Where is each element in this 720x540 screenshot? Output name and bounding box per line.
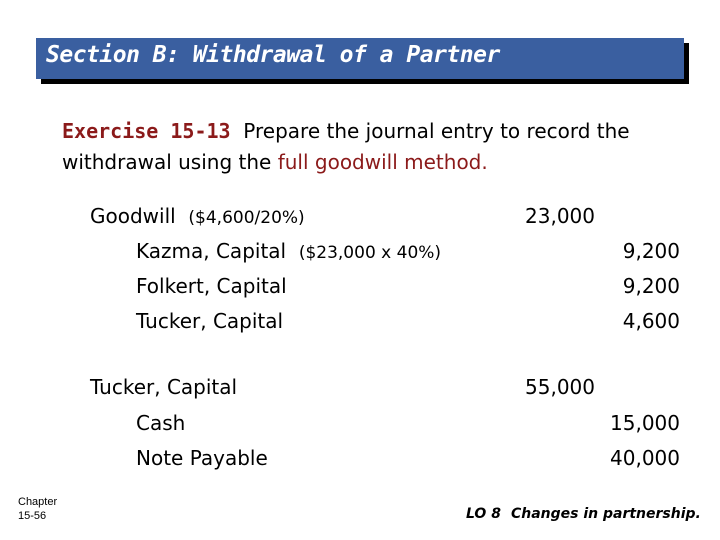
account-name: Kazma, Capital (136, 239, 287, 263)
exercise-highlight: full goodwill method. (277, 150, 488, 174)
chapter-label (18, 495, 57, 523)
account-note: ($23,000 x 40%) (298, 243, 442, 263)
exercise-instruction: Prepare the journal entry to record the withdrawal using the (62, 119, 630, 174)
footer-caption (466, 506, 701, 522)
account-name: Cash (136, 411, 186, 435)
credit-amount: 40,000 (610, 446, 680, 470)
exercise-label: Exercise 15-13 (62, 119, 231, 143)
journal-line-kazma (136, 239, 441, 263)
account-name: Note Payable (136, 446, 268, 470)
journal-line-note-payable (136, 446, 268, 470)
journal-line-cash (136, 411, 185, 435)
account-name: Tucker, Capital (90, 375, 238, 399)
debit-amount: 23,000 (525, 204, 595, 228)
account-name: Goodwill (90, 204, 176, 228)
exercise-text (62, 116, 682, 178)
journal-line-folkert (136, 274, 287, 298)
journal-line-goodwill (90, 204, 305, 228)
title-bar (36, 38, 684, 79)
account-note: ($4,600/20%) (188, 208, 305, 228)
account-name: Folkert, Capital (136, 274, 287, 298)
credit-amount: 4,600 (622, 309, 680, 333)
footer-text: Changes in partnership. (510, 506, 701, 522)
chapter-line: Chapter (18, 496, 58, 508)
journal-line-tucker (136, 309, 283, 333)
page-number: 15-56 (18, 510, 47, 522)
slide-title: Section B: Withdrawal of a Partner (46, 42, 500, 68)
credit-amount: 15,000 (610, 411, 680, 435)
credit-amount: 9,200 (622, 239, 680, 263)
debit-amount: 55,000 (525, 375, 595, 399)
credit-amount: 9,200 (622, 274, 680, 298)
journal-line-tucker-debit (90, 375, 237, 399)
account-name: Tucker, Capital (136, 309, 284, 333)
learning-objective: LO 8 (466, 506, 501, 522)
